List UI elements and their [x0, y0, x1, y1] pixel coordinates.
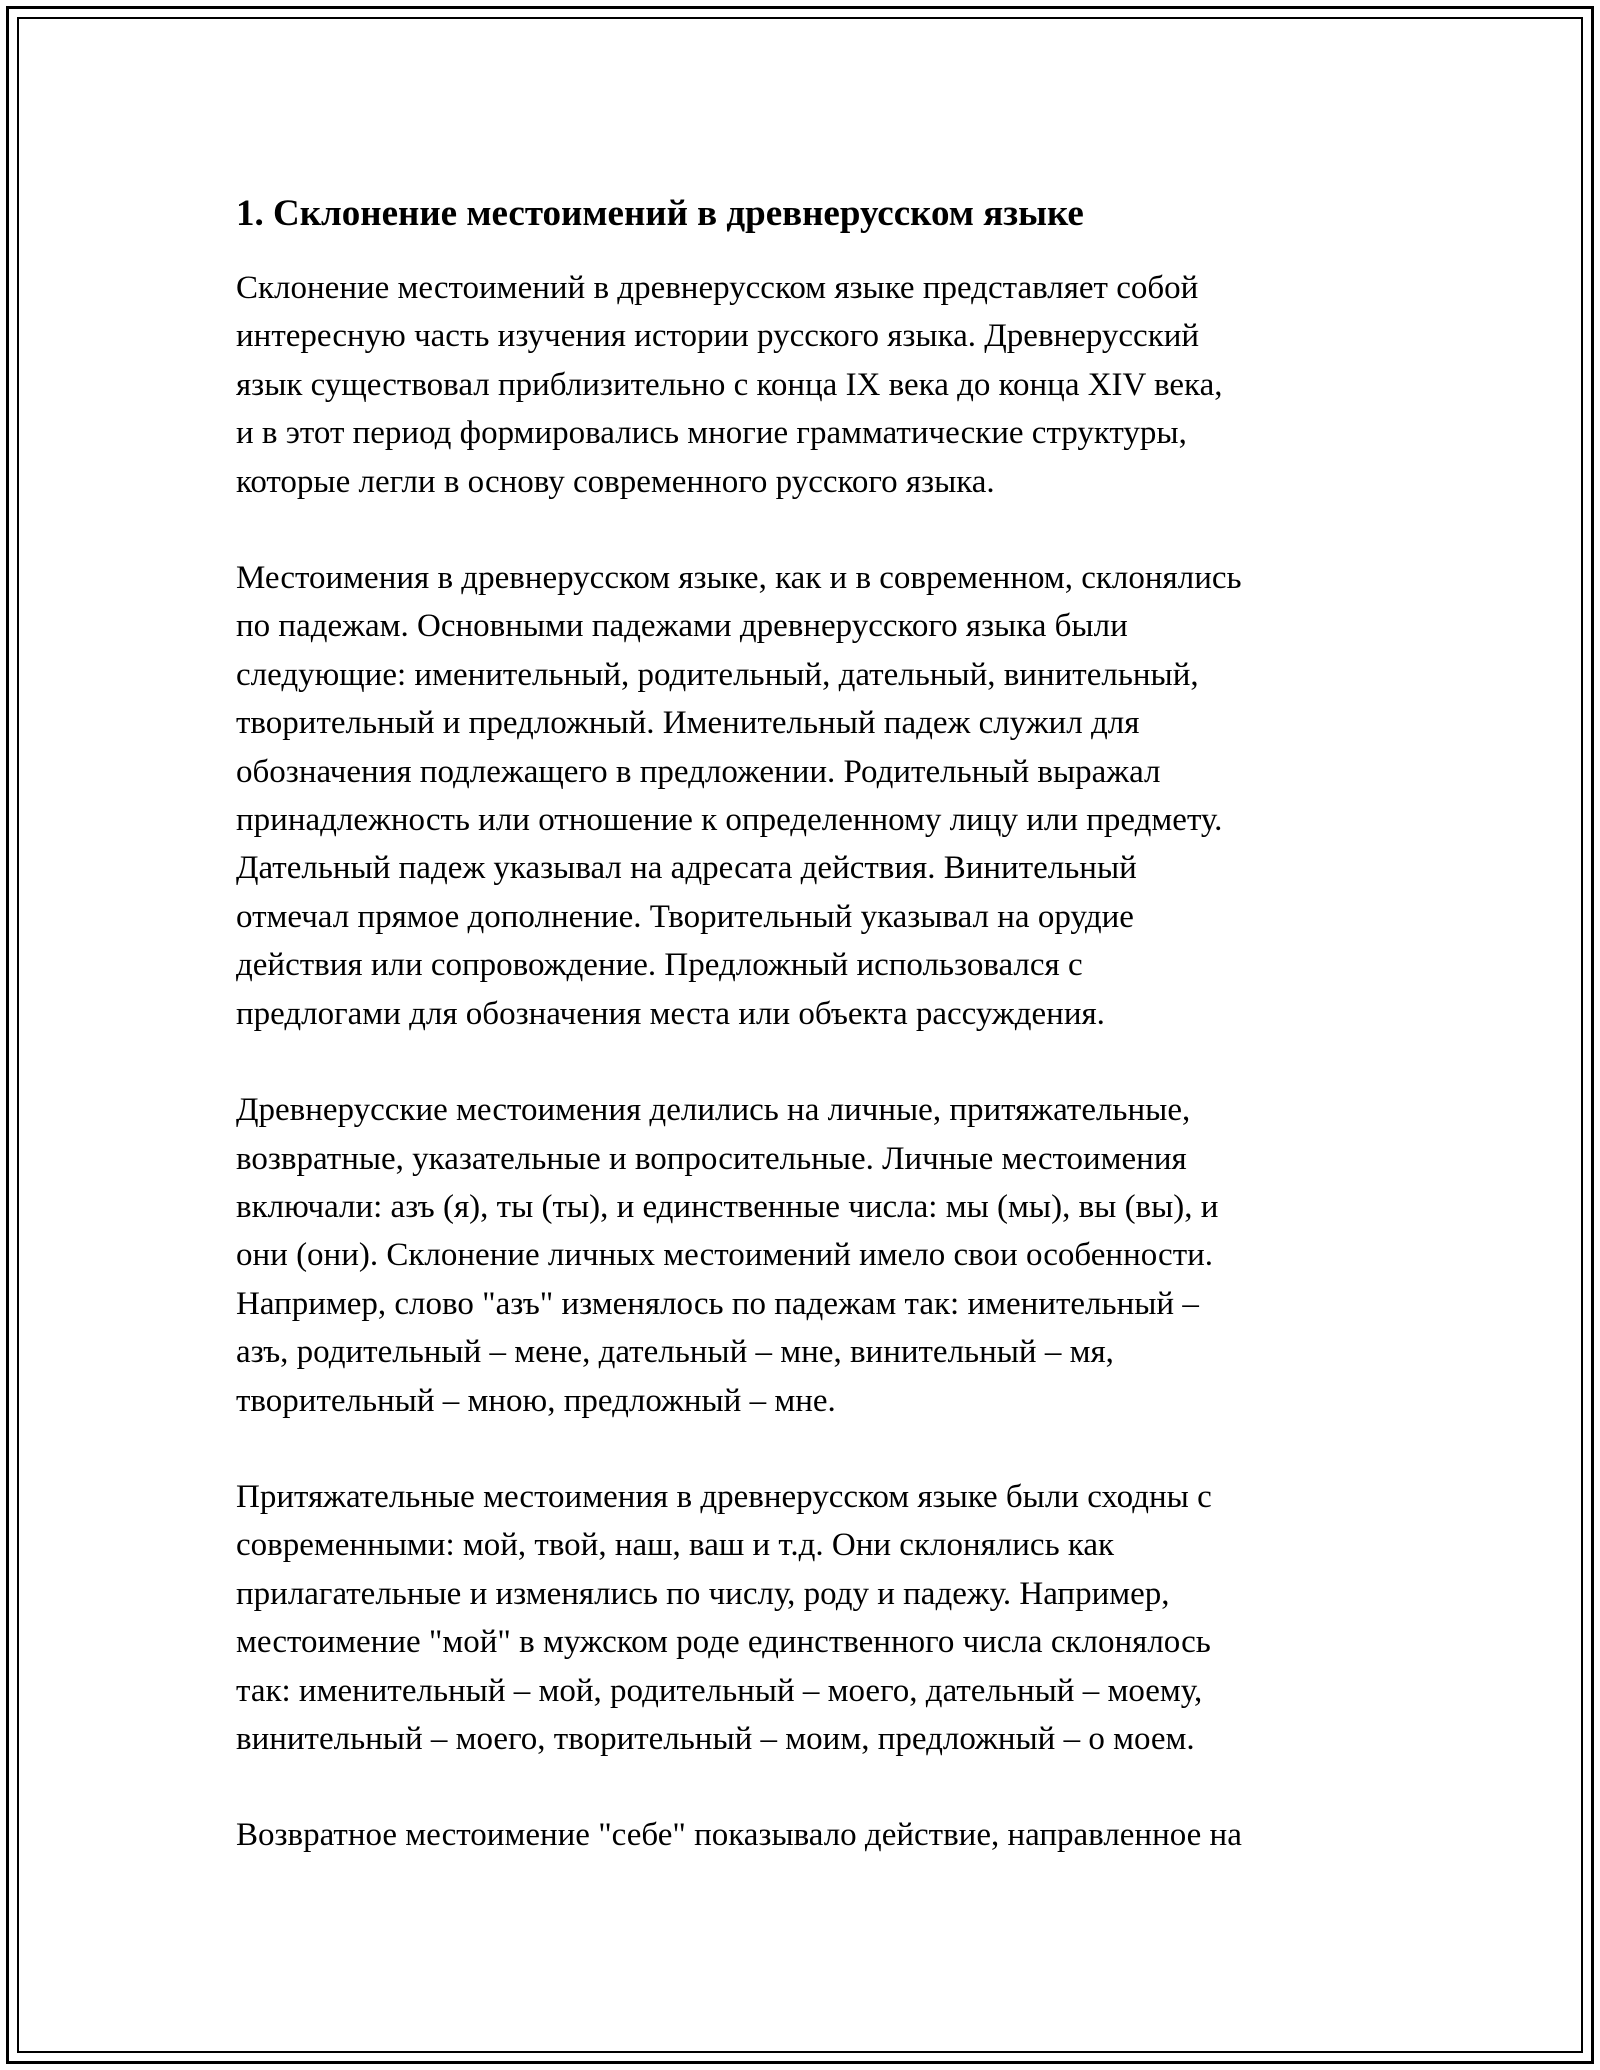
text-line: отмечал прямое дополнение. Творительный указывал на орудие: [236, 898, 1134, 935]
document-body: [236, 190, 1376, 1908]
text-line: творительный и предложный. Именительный падеж служил для: [236, 705, 1140, 742]
text-line: интересную часть изучения истории русского языка. Древнерусский: [236, 318, 1200, 355]
text-line: Возвратное местоимение "себе" показывало действие, направленное на: [236, 1817, 1242, 1854]
text-line: которые легли в основу современного русского языка.: [236, 463, 995, 500]
text-line: обозначения подлежащего в предложении. Родительный выражал: [236, 753, 1161, 790]
text-line: Склонение местоимений в древнерусском языке представляет собой: [236, 270, 1199, 306]
text-line: прилагательные и изменялись по числу, роду и падежу. Например,: [236, 1575, 1170, 1612]
text-line: включали: азъ (я), ты (ты), и единственные числа: мы (мы), вы (вы), и: [236, 1188, 1219, 1225]
text-line: они (они). Склонение личных местоимений имело свои особенности.: [236, 1237, 1214, 1274]
text-line: Дательный падеж указывал на адресата действия. Винительный: [236, 850, 1137, 887]
text-line: Например, слово "азъ" изменялось по падежам так: именительный –: [236, 1285, 1199, 1322]
text-line: по падежам. Основными падежами древнерусского языка были: [236, 608, 1128, 645]
paragraph-3: [236, 1086, 1376, 1425]
text-line: предлогами для обозначения места или объекта рассуждения.: [236, 995, 1105, 1032]
text-line: творительный – мною, предложный – мне.: [236, 1382, 836, 1419]
text-line: язык существовал приблизительно с конца IX века до конца XIV века,: [236, 366, 1223, 403]
text-line: и в этот период формировались многие грамматические структуры,: [236, 415, 1187, 452]
text-line: возвратные, указательные и вопросительные. Личные местоимения: [236, 1140, 1187, 1177]
text-line: винительный – моего, творительный – моим, предложный – о моем.: [236, 1720, 1195, 1757]
text-line: современными: мой, твой, наш, ваш и т.д. Они склонялись как: [236, 1527, 1115, 1564]
text-line: так: именительный – мой, родительный – моего, дательный – моему,: [236, 1672, 1203, 1709]
text-line: действия или сопровождение. Предложный использовался с: [236, 947, 1083, 984]
text-line: Древнерусские местоимения делились на личные, притяжательные,: [236, 1092, 1191, 1129]
text-line: местоимение "мой" в мужском роде единственного числа склонялось: [236, 1624, 1211, 1661]
paragraph-2: [236, 554, 1376, 1038]
paragraph-1: [236, 264, 1376, 506]
text-line: принадлежность или отношение к определенному лицу или предмету.: [236, 802, 1223, 839]
section-heading: 1. Склонение местоимений в древнерусском языке: [236, 193, 1084, 234]
text-line: Притяжательные местоимения в древнерусском языке были сходны с: [236, 1478, 1212, 1515]
text-line: Местоимения в древнерусском языке, как и в современном, склонялись: [236, 560, 1242, 597]
text-line: азъ, родительный – мене, дательный – мне, винительный – мя,: [236, 1334, 1114, 1371]
paragraph-4: [236, 1473, 1376, 1763]
paragraph-5: [236, 1811, 1376, 1859]
text-line: следующие: именительный, родительный, дательный, винительный,: [236, 656, 1199, 693]
